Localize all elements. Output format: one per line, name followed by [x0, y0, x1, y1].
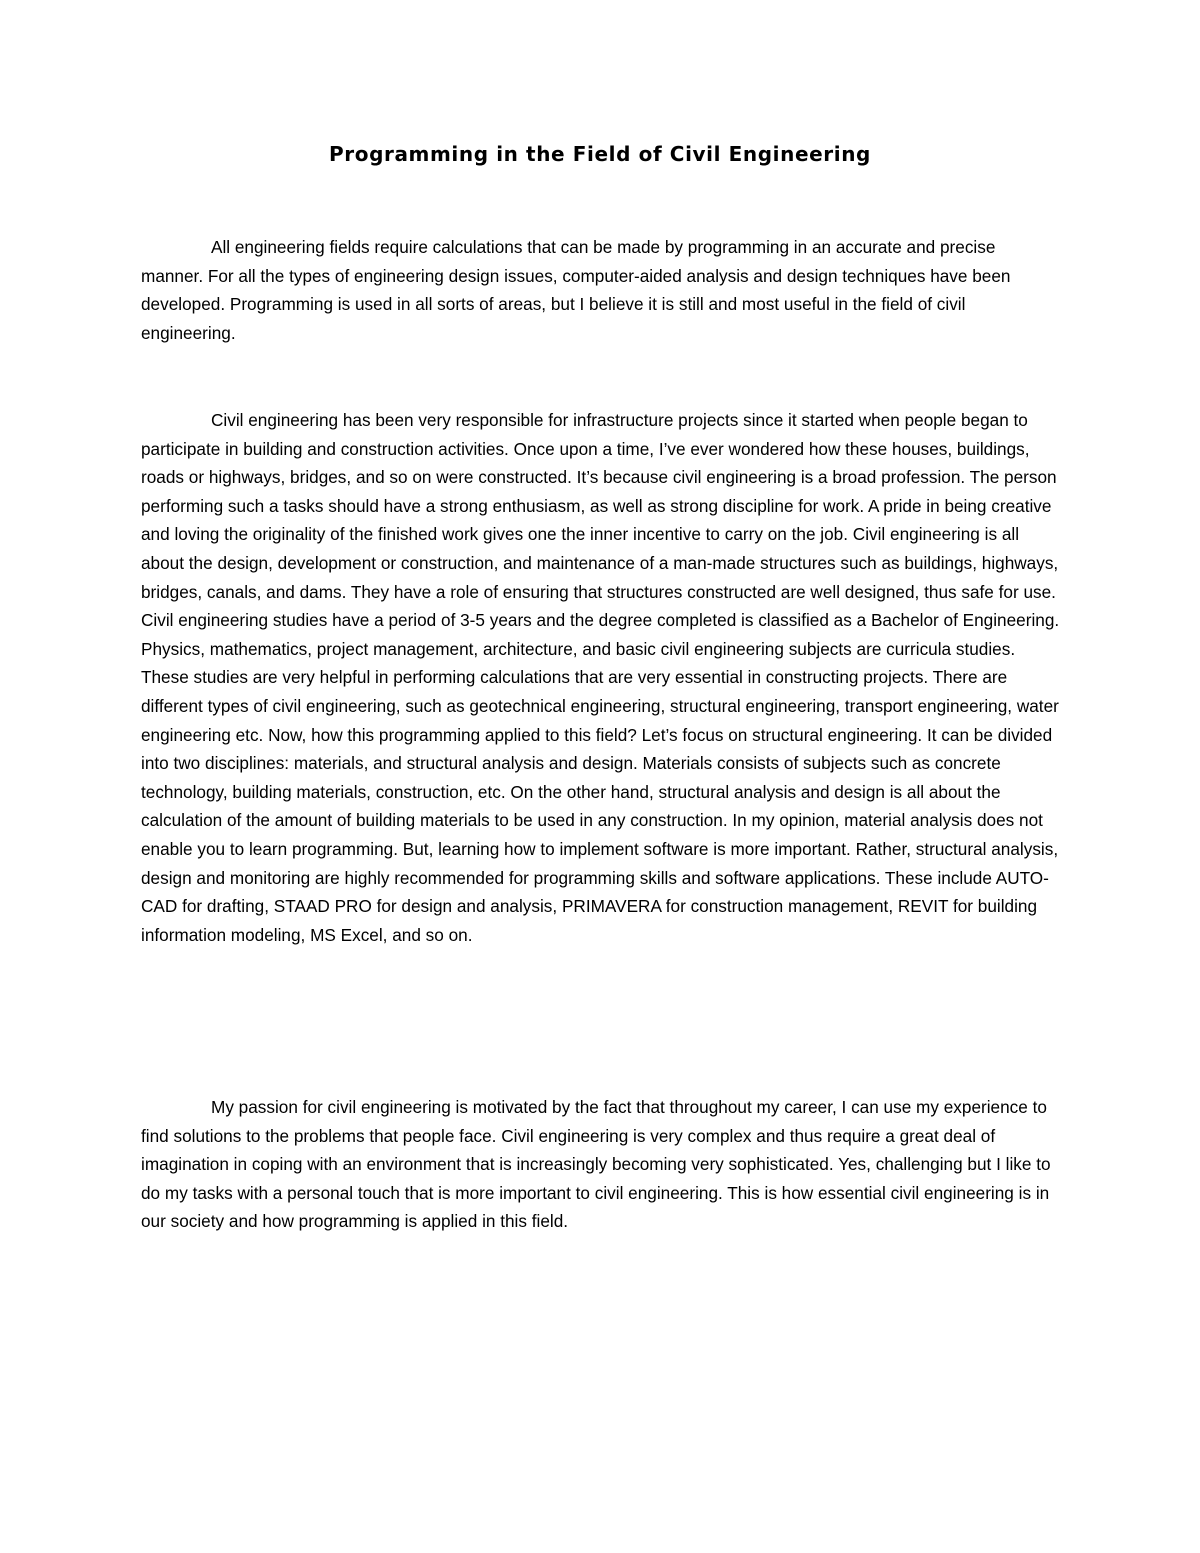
paragraph-body: [141, 406, 1061, 949]
paragraph-text: My passion for civil engineering is motivated by the fact that throughout my career, I can use my experience to find solutions to the problems that people face. Civil engineering is very complex and thus require a great deal of imagination in coping with an environment that is increasingly becoming very sophisticated. Yes, challenging but I like to do my tasks with a personal touch that is more important to civil engineering. This is how essential civil engineering is in our society and how programming is applied in this field.: [141, 1097, 1051, 1232]
paragraph-text: All engineering fields require calculations that can be made by programming in an accurate and precise manner. For all the types of engineering design issues, computer-aided analysis and design techniques have been developed. Programming is used in all sorts of areas, but I believe it is still and most useful in the field of civil engineering.: [141, 237, 1011, 343]
paragraph-text: Civil engineering has been very responsible for infrastructure projects since it started when people began to participate in building and construction activities. Once upon a time, I’ve ever wondered how these houses, buildings, roads or highways, bridges, and so on were constructed. It’s because civil engineering is a broad profession. The person performing such a tasks should have a strong enthusiasm, as well as strong discipline for work. A pride in being creative and loving the originality of the finished work gives one the inner incentive to carry on the job. Civil engineering is all about the design, development or construction, and maintenance of a man-made structures such as buildings, highways, bridges, canals, and dams. They have a role of ensuring that structures constructed are well designed, thus safe for use. Civil engineering studies have a period of 3-5 years and the degree completed is classified as a Bachelor of Engineering. Physics, mathematics, project management, architecture, and basic civil engineering subjects are curricula studies. These studies are very helpful in performing calculations that are very essential in constructing projects. There are different types of civil engineering, such as geotechnical engineering, structural engineering, transport engineering, water engineering etc. Now, how this programming applied to this field? Let’s focus on structural engineering. It can be divided into two disciplines: materials, and structural analysis and design. Materials consists of subjects such as concrete technology, building materials, construction, etc. On the other hand, structural analysis and design is all about the calculation of the amount of building materials to be used in any construction. In my opinion, material analysis does not enable you to learn programming. But, learning how to implement software is more important. Rather, structural analysis, design and monitoring are highly recommended for programming skills and software applications. These include AUTO-CAD for drafting, STAAD PRO for design and analysis, PRIMAVERA for construction management, REVIT for building information modeling, MS Excel, and so on.: [141, 410, 1060, 945]
document-title: Programming in the Field of Civil Engineering: [329, 142, 871, 166]
paragraph-intro: [141, 233, 1061, 347]
paragraph-conclusion: [141, 1093, 1061, 1236]
